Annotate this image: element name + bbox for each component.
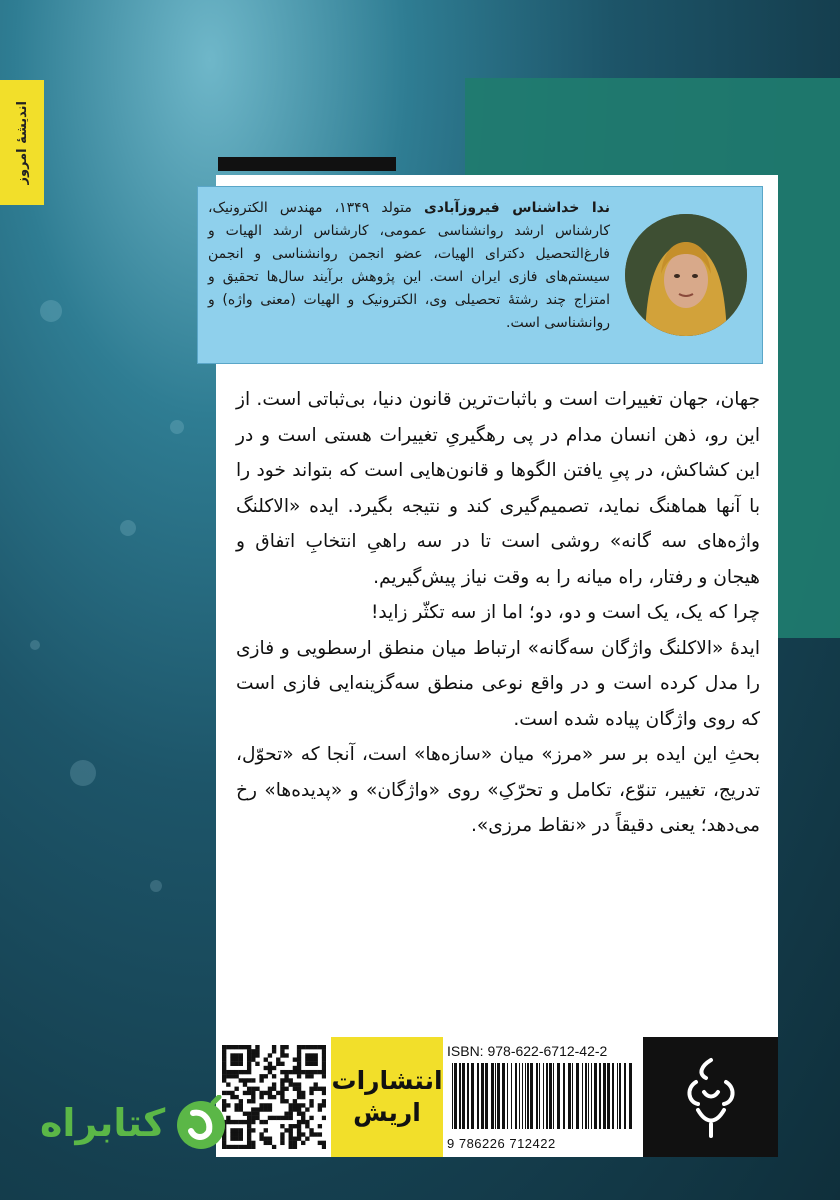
author-bio-body: متولد ۱۳۴۹، مهندس الکترونیک، کارشناس ارشد روانشناسی عمومی، کارشناس ارشد الهیات و فارغ‌التحصیل دکترای الهیات، عضو انجمن روانشناسی و انجمن سیستم‌های فازی ایران است. این پژوهش برآیند سال‌ها تحقیق و امتزاج چند رشتهٔ تحصیلی وی، الکترونیک و الهیات (معنی واژه) و روانشناسی است. xyxy=(208,200,610,331)
publisher-logo-icon xyxy=(676,1052,746,1142)
bokeh-light xyxy=(150,880,162,892)
author-photo xyxy=(625,214,747,336)
publisher-label: انتشارات xyxy=(331,1066,443,1095)
qr-code-panel xyxy=(216,1037,331,1157)
blurb-paragraph: چرا که یک، یک است و دو، دو؛ اما از سه تکثّر زاید! xyxy=(370,602,760,623)
blurb-paragraph: بحثِ این ایده بر سر «مرز» میان «سازه‌ها» است، آنجا که «تحوّل، تدریج، تغییر، تنوّع، تکامل و تحرّکِ» روی «واژگان» و «پدیده‌ها» رخ می‌دهد؛ یعنی دقیقاً در «نقاط مرزی». xyxy=(236,744,760,836)
barcode-icon xyxy=(448,1063,638,1129)
bokeh-light xyxy=(40,300,62,322)
author-name: ندا خداشناس فیروزآبادی xyxy=(424,200,610,216)
qr-code-icon xyxy=(222,1045,326,1149)
author-portrait-icon xyxy=(625,214,747,336)
author-bio-box xyxy=(197,186,763,364)
series-spine-tab xyxy=(0,80,44,205)
blurb-text xyxy=(236,382,760,844)
barcode-digits: 9 786226 712422 xyxy=(447,1136,556,1151)
blurb-paragraph: جهان، جهان تغییرات است و باثبات‌ترین قانون دنیا، بی‌ثباتی است. از این رو، ذهن انسان مدام در پی رهگیریِ تغییرات هستی است و در این کشاکش، در پیِ یافتن الگوها و قانون‌هایی است که بتواند خود را با آنها هماهنگ نماید، تصمیم‌گیری کند و نتیجه بگیرد. ایده «الاکلنگ واژه‌های سه گانه» روشی است تا در سه راهیِ انتخابِ اتفاق و هیجان و رفتار، راه میانه را به وقت نیاز پیش‌گیریم. xyxy=(236,389,760,588)
publisher-panel xyxy=(331,1037,443,1157)
bokeh-light xyxy=(120,520,136,536)
blurb-paragraph: ایدهٔ «الاکلنگ واژگان سه‌گانه» ارتباط میان منطق ارسطویی و فازی را مدل کرده است و در واقع نوعی منطق سه‌گزینه‌ایی فازی است که روی واژگان پیاده شده است. xyxy=(236,637,760,730)
publisher-name: اریش xyxy=(353,1098,421,1127)
black-accent-bar xyxy=(218,157,396,171)
bokeh-light xyxy=(30,640,40,650)
bottom-info-strip xyxy=(216,1037,778,1157)
author-bio-text xyxy=(208,197,610,335)
isbn-label: ISBN: 978-622-6712-42-2 xyxy=(447,1043,608,1059)
bokeh-light xyxy=(170,420,184,434)
bokeh-light xyxy=(70,760,96,786)
series-label: اندیشهٔ امروز xyxy=(14,100,30,185)
isbn-barcode-panel xyxy=(443,1037,643,1157)
ketabrah-logo-icon xyxy=(173,1095,229,1151)
publisher-logo-panel xyxy=(643,1037,778,1157)
watermark-text: کتابراه xyxy=(40,1101,166,1145)
ketabrah-watermark xyxy=(40,1095,229,1151)
